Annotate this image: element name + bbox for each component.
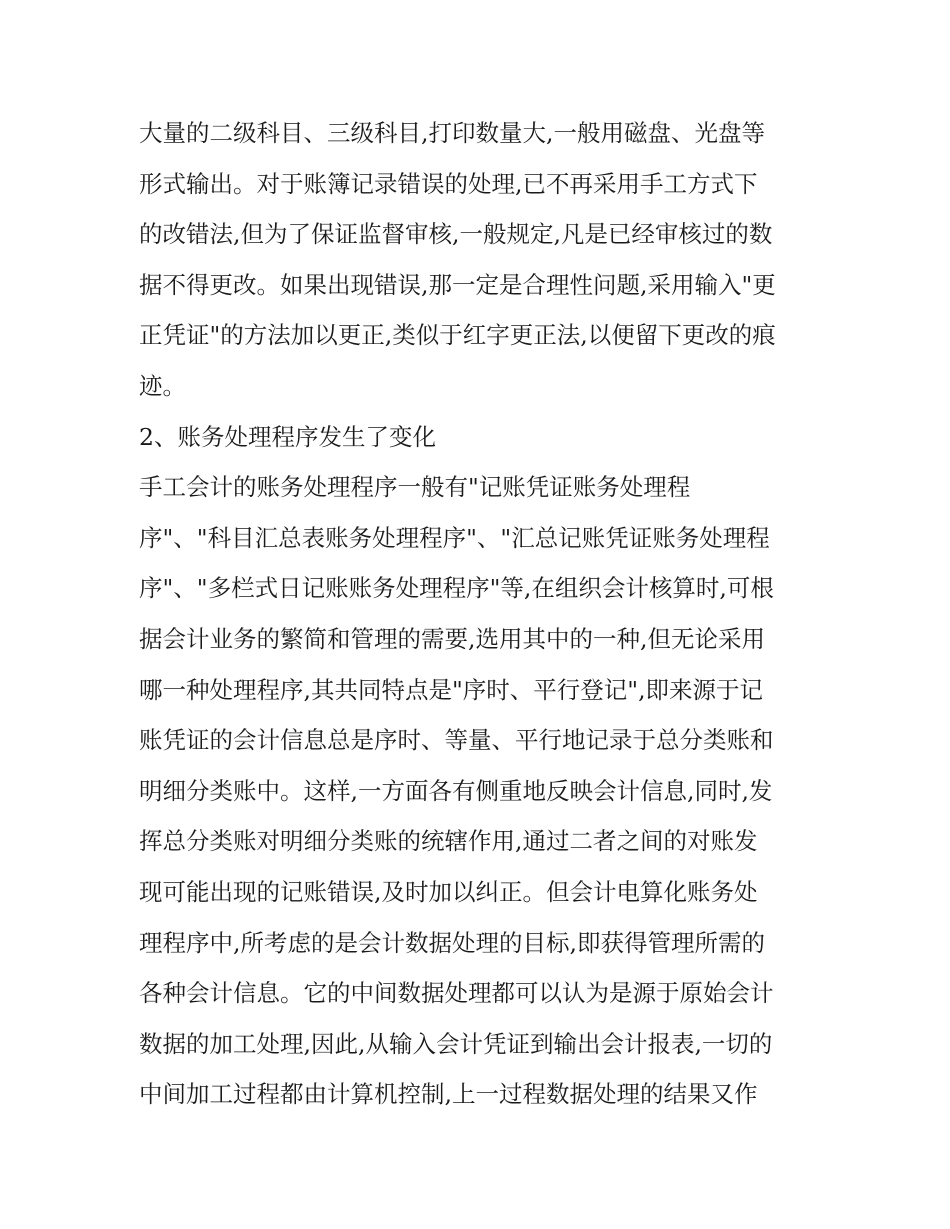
text-line: 现可能出现的记账错误,及时加以纠正。但会计电算化账务处 [139,877,758,906]
text-line: 挥总分类账对明细分类账的统辖作用,通过二者之间的对账发 [139,827,758,856]
text-line: 的改错法,但为了保证监督审核,一般规定,凡是已经审核过的数 [139,220,773,249]
text-line: 序"、"多栏式日记账账务处理程序"等,在组织会计核算时,可根 [139,574,774,603]
section-heading: 2、账务处理程序发生了变化 [139,422,436,451]
text-line: 据会计业务的繁简和管理的需要,选用其中的一种,但无论采用 [139,624,765,653]
text-line: 理程序中,所考虑的是会计数据处理的目标,即获得管理所需的 [139,928,765,957]
text-line: 正凭证"的方法加以更正,类似于红字更正法,以便留下更改的痕 [139,321,776,350]
text-line: 大量的二级科目、三级科目,打印数量大,一般用磁盘、光盘等 [139,119,765,147]
body-text [139,108,819,1120]
text-line: 据不得更改。如果出现错误,那一定是合理性问题,采用输入"更 [139,270,776,299]
text-line: 形式输出。对于账簿记录错误的处理,已不再采用手工方式下 [139,169,758,198]
text-line: 序"、"科目汇总表账务处理程序"、"汇总记账凭证账务处理程 [139,523,770,552]
text-line: 迹。 [139,371,186,400]
text-line: 明细分类账中。这样,一方面各有侧重地反映会计信息,同时,发 [139,776,773,805]
text-line: 哪一种处理程序,其共同特点是"序时、平行登记",即来源于记 [139,675,764,704]
text-line: 账凭证的会计信息总是序时、等量、平行地记录于总分类账和 [139,726,774,755]
text-line: 各种会计信息。它的中间数据处理都可以认为是源于原始会计 [139,979,774,1008]
text-line: 中间加工过程都由计算机控制,上一过程数据处理的结果又作 [139,1080,758,1109]
text-line: 手工会计的账务处理程序一般有"记账凭证账务处理程 [139,473,691,502]
text-line: 数据的加工处理,因此,从输入会计凭证到输出会计报表,一切的 [139,1029,773,1058]
